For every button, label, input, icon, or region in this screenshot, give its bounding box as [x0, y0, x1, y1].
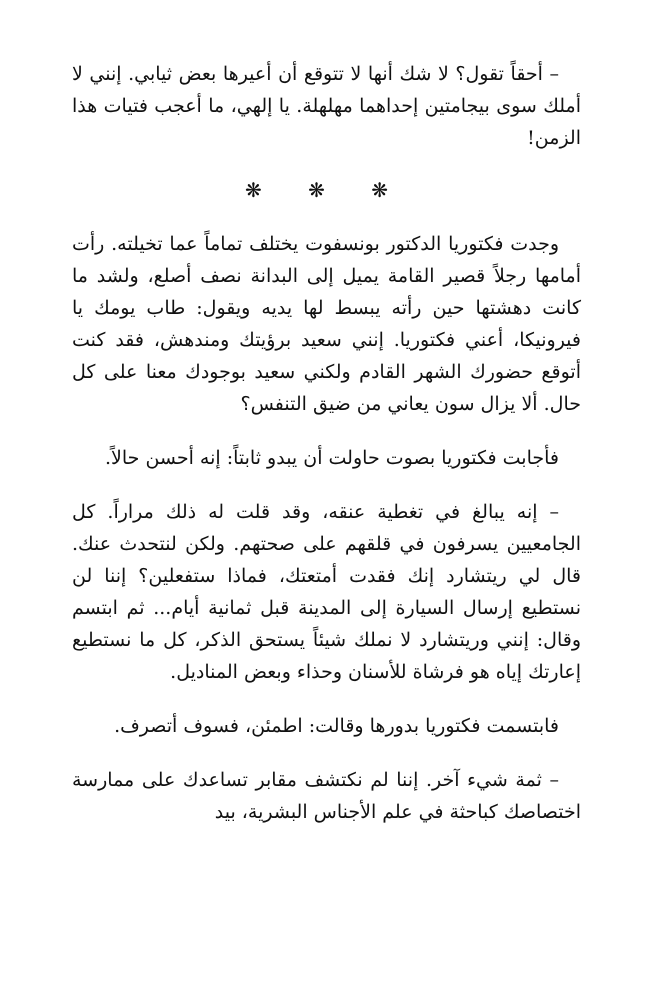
- paragraph-victoria-reply: فأجابت فكتوريا بصوت حاولت أن يبدو ثابتاً: إنه أحسن حالاً.: [105, 447, 559, 469]
- paragraph-victoria-smile: فابتسمت فكتوريا بدورها وقالت: اطمئن، فسوف أتصرف.: [114, 715, 559, 737]
- paragraph-tombs: – ثمة شيء آخر. إننا لم نكتشف مقابر تساعدك على ممارسة اختصاصك كباحثة في علم الأجناس البشرية، بيد: [72, 769, 581, 823]
- paragraph-luggage: – إنه يبالغ في تغطية عنقه، وقد قلت له ذلك مراراً. كل الجامعيين يسرفون في قلقهم على صحتهم. ولكن لنتحدث عنك. قال لي ريتشارد إنك فقدت أمتعتك، فماذا ستفعلين؟ إننا لن نستطيع إرسال السيارة إلى المدينة قبل ثمانية أيام... ثم ابتسم وقال: إنني وريتشارد لا نملك شيئاً يستحق الذكر، كل ما نستطيع إعارتك إياه هو فرشاة للأسنان وحذاء وبعض المناديل.: [72, 501, 581, 683]
- paragraph-dialogue-pajamas: – أحقاً تقول؟ لا شك أنها لا تتوقع أن أعيرها بعض ثيابي. إنني لا أملك سوى بيجامتين إحداهما مهلهلة. يا إلهي، ما أعجب فتيات هذا الزمن!: [72, 63, 581, 149]
- section-separator: ❋ ❋ ❋: [245, 178, 408, 202]
- paragraph-dr-ponsfoot: وجدت فكتوريا الدكتور بونسفوت يختلف تماماً عما تخيلته. رأت أمامها رجلاً قصير القامة يميل إلى البدانة نصف أصلع، ولشد ما كانت دهشتها حين رأته يبسط لها يديه ويقول: طاب يومك يا فيرونيكا، أعني فكتوريا. إنني سعيد برؤيتك ومندهش، فقد كنت أتوقع حضورك الشهر القادم ولكني سعيد بوجودك معنا على كل حال. ألا يزال سون يعاني من ضيق التنفس؟: [72, 233, 581, 415]
